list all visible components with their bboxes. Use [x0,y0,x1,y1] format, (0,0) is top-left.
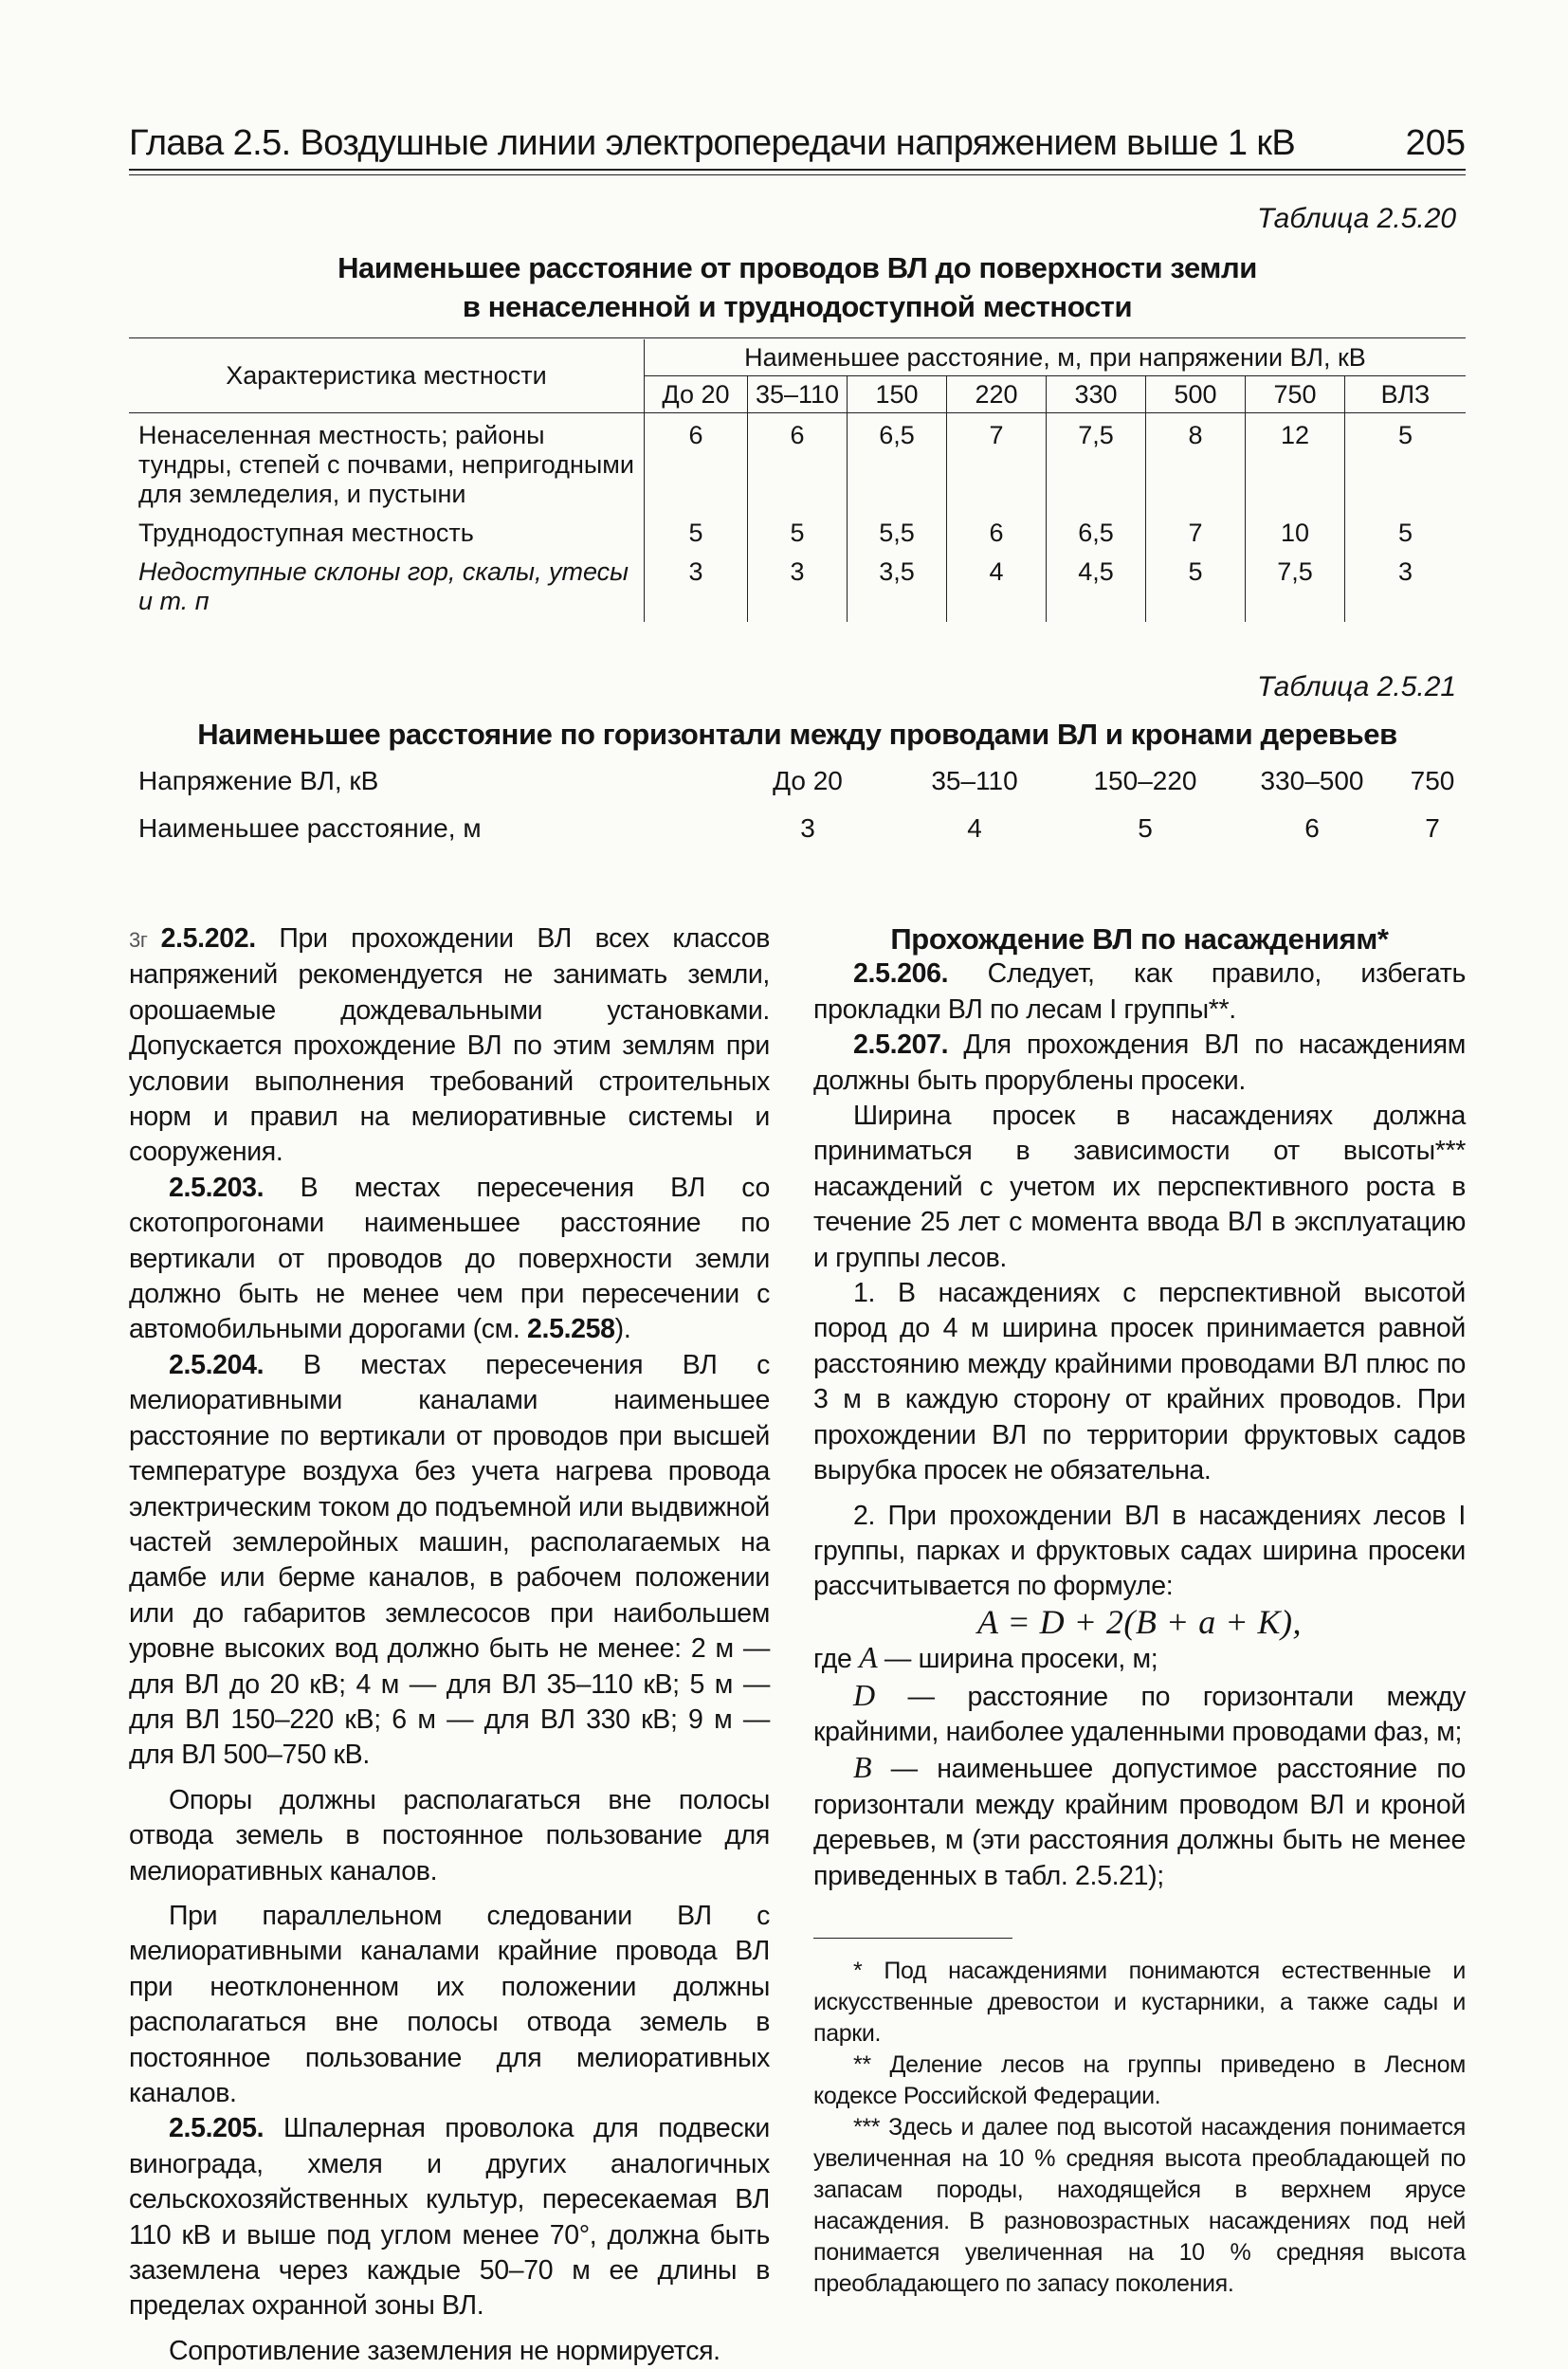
paragraph-parallel: При параллельном следовании ВЛ с мелиоративными каналами крайние провода ВЛ при неотклоненном их положении должны располагаться вне полосы отвода земель в постоянное пользование для мелиоративных каналов. [129,1900,770,2108]
cell: 4,5 [1047,554,1146,622]
header-voltage: 500 [1146,376,1246,413]
where-prefix: где [813,1644,860,1675]
header-rule-thin [129,174,1466,175]
cell: 3 [1345,554,1467,622]
clause-text: Для прохождения ВЛ по насаждениям должны быть прорублены просеки. [813,1030,1466,1096]
cell: 3 [800,813,815,843]
table-label-2-5-20: Таблица 2.5.20 [1257,203,1457,234]
cell: 7 [1146,515,1246,554]
clause-number: 2.5.206. [853,958,949,990]
chapter-title: Глава 2.5. Воздушные линии электропередачи напряжением выше 1 кВ [129,123,1296,163]
table-2-5-20 [129,339,1466,622]
row-label: Наименьшее расстояние, м [138,813,482,843]
cell: 8 [1146,413,1246,516]
header-voltage: До 20 [645,376,748,413]
paragraph-width: Ширина просек в насаждениях должна приниматься в зависимости от высоты*** насаждений с учетом их перспективного роста в течение 25 лет с момента ввода ВЛ в эксплуатацию и группы лесов. [813,1101,1466,1273]
cell: 6,5 [1047,515,1146,554]
definition-text: — наименьшее допустимое расстояние по горизонтали между крайним проводом ВЛ и кроной деревьев, м (эти расстояния должны быть не менее приведенных в табл. 2.5.21); [813,1754,1466,1891]
definition-text: — ширина просеки, м; [877,1644,1158,1675]
cell: 5,5 [848,515,947,554]
cell: 5 [748,515,848,554]
row-label: Напряжение ВЛ, кВ [138,766,379,795]
right-column [813,921,1466,2300]
cell: 5 [1138,813,1153,843]
clause-reference: 2.5.258 [527,1314,615,1345]
paragraph-2-5-206 [813,957,1466,1028]
paragraph-item-2: 2. При прохождении ВЛ в насаждениях лесов I группы, парках и фруктовых садах ширина просеки рассчитывается по формуле: [813,1500,1466,1602]
caption-line: Наименьшее расстояние от проводов ВЛ до поверхности земли [337,251,1257,284]
clause-number: 2.5.204. [169,1349,264,1380]
row-desc: Труднодоступная местность [138,519,474,547]
paragraph-supports: Опоры должны располагаться вне полосы отвода земель в постоянное пользование для мелиоративных каналов. [129,1784,770,1886]
row-desc: Недоступные склоны гор, скалы, утесы и т. п [138,557,629,615]
clause-text: При прохождении ВЛ всех классов напряжений рекомендуется не занимать земли, орошаемые дождевальными установками. Допускается прохождение ВЛ по этим землям при условии выполнения требований строительных норм и правил на мелиоративные системы и сооружения. [129,923,770,1168]
cell: 750 [1410,766,1455,795]
table-label-2-5-21: Таблица 2.5.21 [1257,671,1457,702]
section-title: Прохождение ВЛ по насаждениям* [890,922,1389,956]
running-header [129,118,1466,167]
definition-d [813,1678,1466,1751]
definition-b [813,1750,1466,1894]
table-row [129,413,1466,516]
footnote: * Под насаждениями понимаются естественные и искусственные древостои и кустарники, а также сады и парки. [813,1957,1466,2047]
header-voltage: ВЛЗ [1345,376,1467,413]
clause-number: 2.5.207. [853,1030,949,1061]
cell: 5 [1345,413,1467,516]
clause-text: ). [614,1314,631,1345]
table-caption-2-5-21: Наименьшее расстояние по горизонтали между проводами ВЛ и кронами деревьев [197,718,1397,751]
cell: 10 [1246,515,1345,554]
paragraph-resistance: Сопротивление заземления не нормируется. [169,2335,720,2366]
cell: 4 [967,813,982,843]
row-desc: Ненаселенная местность; районы тундры, степей с почвами, непригодными для земледелия, и пустыни [138,421,634,508]
cell: 6 [748,413,848,516]
formula: A = D + 2(B + a + K), [977,1602,1302,1641]
clause-number: 2.5.205. [169,2113,264,2144]
header-voltage-group: Наименьшее расстояние, м, при напряжении ВЛ, кВ [645,339,1467,376]
footnote: *** Здесь и далее под высотой насаждения понимается увеличенная на 10 % средняя высота преобладающей по запасам породы, находящейся в верхнем ярусе насаждения. В разновозрастных насаждениях под ней понимается увеличенная на 10 % средняя высота преобладающего по запасу поколения. [813,2113,1466,2297]
cell: 12 [1246,413,1345,516]
variable-symbol: D [853,1677,875,1712]
header-voltage: 35–110 [748,376,848,413]
table-row [138,813,1466,861]
header-rule [129,169,1466,171]
cell: 35–110 [931,766,1018,795]
paragraph-2-5-204 [129,1348,770,1774]
cell: 3,5 [848,554,947,622]
header-voltage: 220 [947,376,1047,413]
clause-text: В местах пересечения ВЛ с мелиоративными каналами наименьшее расстояние по вертикали от проводов при высшей температуре воздуха без учета нагрева провода электрическим током до подъемной или выдвижной частей землеройных машин, располагаемых на дамбе или берме каналов, в рабочем положении или до габаритов землесосов при наибольшем уровне высоких вод должно быть не менее: 2 м — для ВЛ до 20 кВ; 4 м — для ВЛ 35–110 кВ; 5 м — для ВЛ 150–220 кВ; 6 м — для ВЛ 330 кВ; 9 м — для ВЛ 500–750 кВ. [129,1349,770,1771]
cell: 7,5 [1047,413,1146,516]
paragraph-2-5-207 [813,1028,1466,1099]
clause-text: В местах пересечения ВЛ со скотопрогонами наименьшее расстояние по вертикали от проводов до поверхности земли должно быть не менее чем при пересечении с автомобильными дорогами (см. [129,1172,770,1345]
table-row [138,766,1466,813]
cell: 6 [1304,813,1320,843]
table-row [129,554,1466,622]
cell: 3 [748,554,848,622]
cell: 7 [947,413,1047,516]
definition-text: — расстояние по горизонтали между крайними, наиболее удаленными проводами фаз, м; [813,1681,1466,1747]
header-characteristic: Характеристика местности [226,361,547,390]
cell: 330–500 [1260,766,1364,795]
left-column [129,921,770,2369]
clause-text: Шпалерная проволока для подвески винограда, хмеля и других аналогичных сельскохозяйственных культур, пересекаемая ВЛ 110 кВ и выше под углом менее 70°, должна быть заземлена через каждые 50–70 м ее длины в пределах охранной зоны ВЛ. [129,2113,770,2322]
cell: 5 [1345,515,1467,554]
header-voltage: 330 [1047,376,1146,413]
paragraph-2-5-205 [129,2111,770,2323]
cell: 3 [645,554,748,622]
cell: 4 [947,554,1047,622]
cell: 5 [645,515,748,554]
header-voltage: 750 [1246,376,1345,413]
clause-text: Следует, как правило, избегать прокладки ВЛ по лесам I группы**. [813,958,1466,1025]
cell: 7 [1425,813,1440,843]
cell: 7,5 [1246,554,1345,622]
margin-mark: 3г [129,928,148,952]
paragraph-item-1: 1. В насаждениях с перспективной высотой пород до 4 м ширина просек принимается равной расстоянию между крайними проводами ВЛ плюс по 3 м в каждую сторону от крайних проводов. При прохождении ВЛ по территории фруктовых садов вырубка просек не обязательна. [813,1278,1466,1486]
variable-symbol: A [859,1640,878,1675]
table-2-5-21 [138,766,1466,861]
page-number: 205 [1405,123,1466,163]
cell: 6,5 [848,413,947,516]
cell: 5 [1146,554,1246,622]
paragraph-2-5-203 [129,1171,770,1348]
table-caption-2-5-20 [129,248,1466,326]
cell: До 20 [773,766,843,795]
cell: 6 [947,515,1047,554]
caption-line: в ненаселенной и труднодоступной местности [462,290,1133,323]
table-row [129,515,1466,554]
header-voltage: 150 [848,376,947,413]
variable-symbol: B [853,1750,872,1785]
table-top-rule [129,337,1466,338]
definition-a [813,1640,1466,1677]
footnote: ** Деление лесов на группы приведено в Лесном кодексе Российской Федерации. [813,2050,1466,2109]
footnote-rule [813,1938,1012,1939]
clause-number: 2.5.203. [169,1172,264,1203]
paragraph-2-5-202 [129,921,770,1171]
cell: 150–220 [1093,766,1197,795]
clause-number: 2.5.202. [160,923,256,954]
cell: 6 [645,413,748,516]
